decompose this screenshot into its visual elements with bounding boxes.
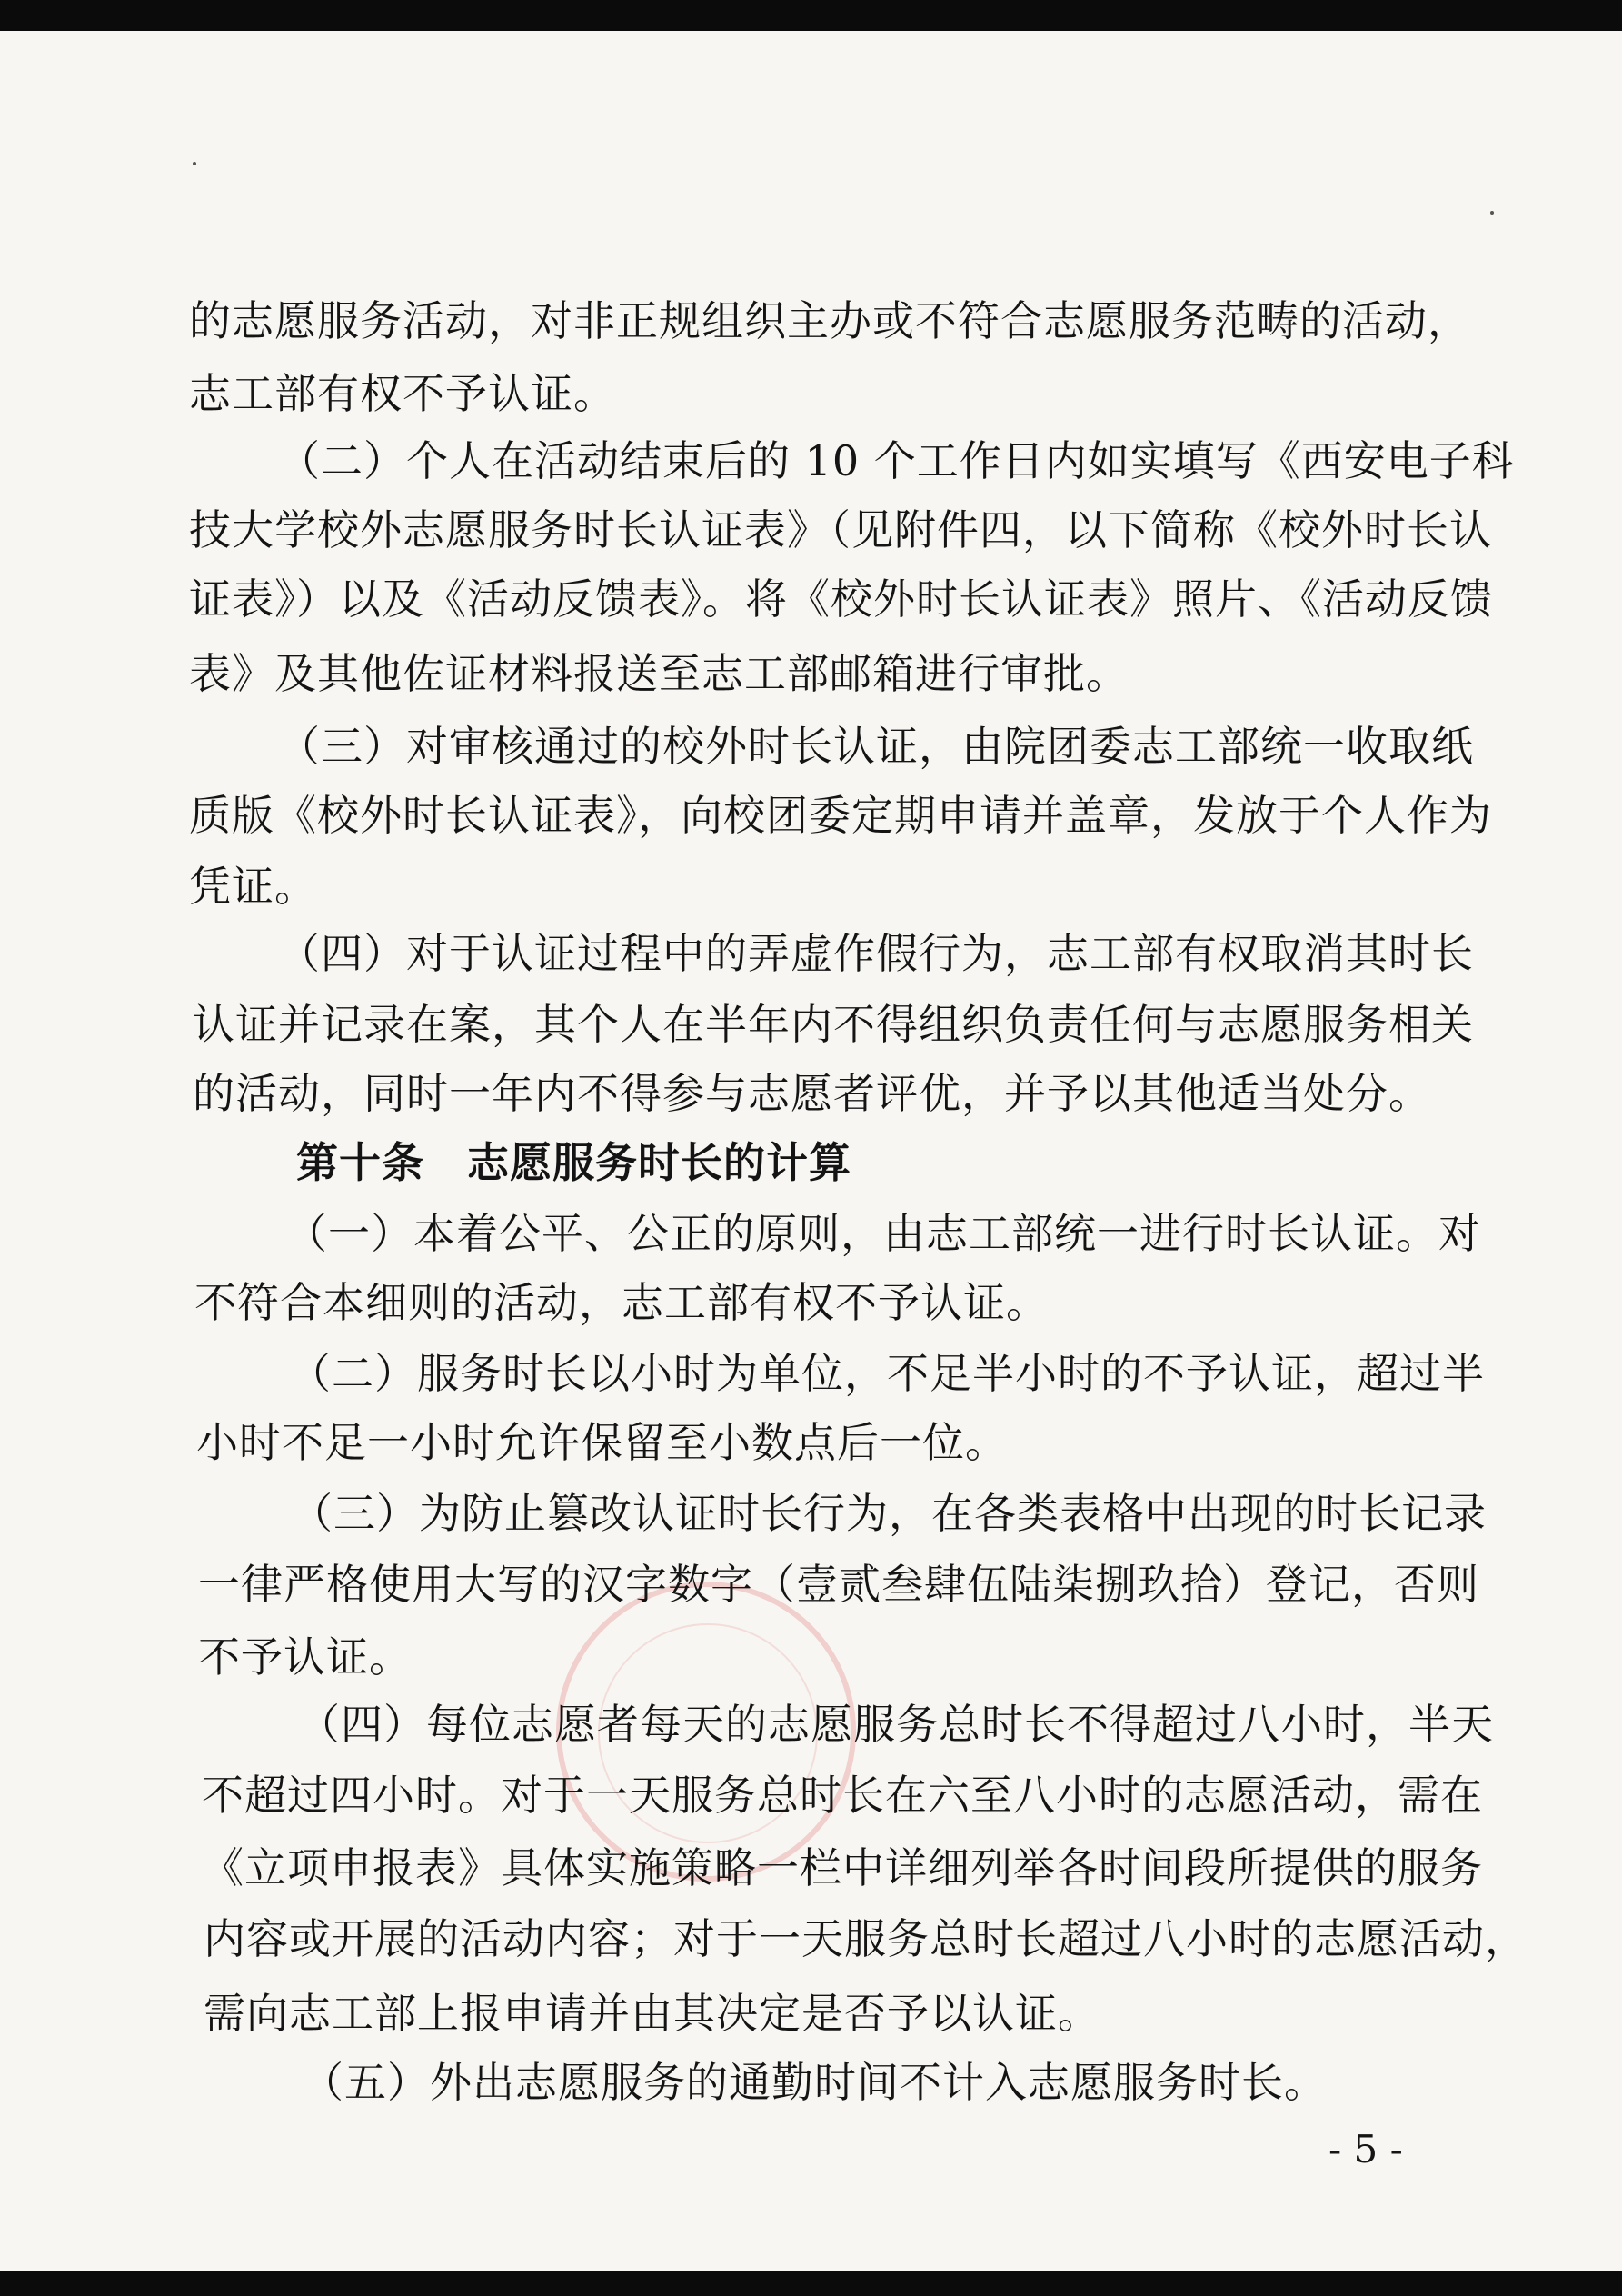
body-line-16: （二）服务时长以小时为单位，不足半小时的不予认证，超过半: [289, 1349, 1485, 1398]
body-line-17: 小时不足一小时允许保留至小数点后一位。: [196, 1418, 1008, 1467]
body-line-12: 的活动，同时一年内不得参与志愿者评优，并予以其他适当处分。: [193, 1069, 1431, 1118]
body-line-11: 认证并记录在案，其个人在半年内不得组织负责任何与志愿服务相关: [193, 1000, 1474, 1049]
body-line-6: 表》及其他佐证材料报送至志工部邮箱进行审批。: [189, 649, 1129, 698]
body-line-1: 的志愿服务活动，对非正规组织主办或不符合志愿服务范畴的活动，: [189, 296, 1470, 345]
body-line-23: 《立项申报表》具体实施策略一栏中详细列举各时间段所提供的服务: [202, 1843, 1483, 1892]
body-line-15: 不符合本细则的活动，志工部有权不予认证。: [194, 1278, 1049, 1327]
body-line-4: 技大学校外志愿服务时长认证表》（见附件四，以下简称《校外时长认: [189, 505, 1492, 554]
scan-top-border: [0, 0, 1622, 31]
body-line-7: （三）对审核通过的校外时长认证，由院团委志工部统一收取纸: [278, 722, 1474, 771]
body-line-8: 质版《校外时长认证表》，向校团委定期申请并盖章，发放于个人作为: [189, 791, 1492, 840]
body-line-9: 凭证。: [189, 862, 317, 911]
body-line-14: （一）本着公平、公正的原则，由志工部统一进行时长认证。对: [285, 1209, 1481, 1258]
article-ten-heading: 第十条 志愿服务时长的计算: [296, 1138, 851, 1187]
page-number: - 5 -: [1328, 2127, 1403, 2171]
body-line-2: 志工部有权不予认证。: [189, 369, 616, 418]
body-line-26: （五）外出志愿服务的通勤时间不计入志愿服务时长。: [302, 2058, 1327, 2107]
body-line-5: 证表》）以及《活动反馈表》。将《校外时长认证表》照片、《活动反馈: [189, 574, 1493, 624]
body-line-19: 一律严格使用大写的汉字数字（壹贰叁肆伍陆柒捌玖拾）登记，否则: [198, 1560, 1479, 1609]
body-line-18: （三）为防止篡改认证时长行为，在各类表格中出现的时长记录: [291, 1489, 1487, 1538]
body-line-22: 不超过四小时。对于一天服务总时长在六至八小时的志愿活动，需在: [202, 1771, 1483, 1820]
body-line-10: （四）对于认证过程中的弄虚作假行为，志工部有权取消其时长: [278, 929, 1474, 978]
body-line-3: （二）个人在活动结束后的 10 个工作日内如实填写《西安电子科: [278, 436, 1515, 485]
body-line-24: 内容或开展的活动内容；对于一天服务总时长超过八小时的志愿活动，: [204, 1914, 1527, 1963]
scan-speck: [1490, 211, 1494, 215]
body-line-20: 不予认证。: [198, 1632, 412, 1682]
body-line-21: （四）每位志愿者每天的志愿服务总时长不得超过八小时，半天: [298, 1700, 1494, 1749]
body-line-25: 需向志工部上报申请并由其决定是否予以认证。: [204, 1989, 1100, 2038]
scan-bottom-border: [0, 2271, 1622, 2296]
scan-speck: [193, 162, 196, 165]
